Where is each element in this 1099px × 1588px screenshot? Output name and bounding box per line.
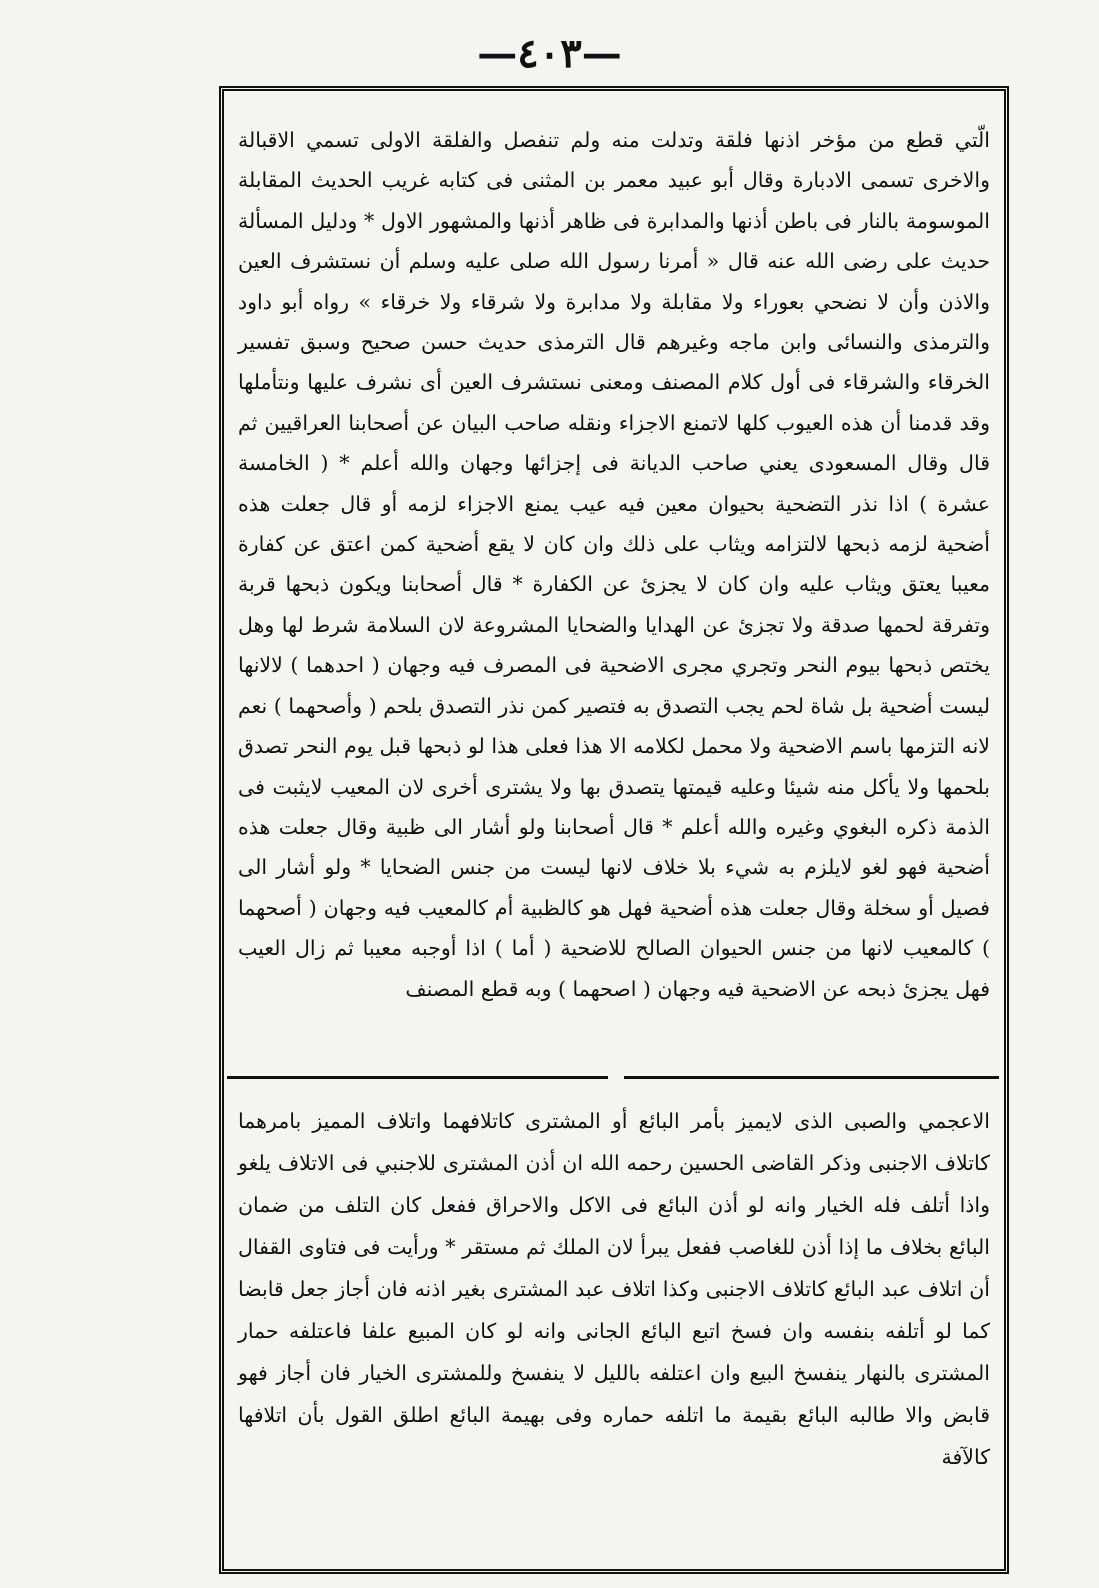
main-text xyxy=(238,120,990,1009)
footnote-paragraph: الاعجمي والصبى الذى لايميز بأمر البائع أو المشترى كاتلافهما واتلاف المميز بامرهما كاتلاف الاجنبى وذكر القاضى الحسين رحمه الله ان أذن المشترى للاجنبي فى الاتلاف يلغو واذا أتلف فله الخيار وانه لو أذن البائع فى الاكل والاحراق ففعل كان التلف من ضمان البائع بخلاف ما إذا أذن للغاصب ففعل يبرأ لان الملك ثم مستقر * ورأيت فى فتاوى القفال أن اتلاف عبد البائع كاتلاف الاجنبى وكذا اتلاف عبد المشترى بغير اذنه فان أجاز جعل قابضا كما لو أتلفه بنفسه وان فسخ اتبع البائع الجانى وانه لو كان المبيع علفا فاعتلفه حمار المشترى بالنهار ينفسخ البيع وان اعتلفه بالليل لا ينفسخ وللمشترى الخيار فان أجاز فهو قابض والا طالبه البائع بقيمة ما اتلفه حماره وفى بهيمة البائع اطلق القول بأن اتلافها كالآفة xyxy=(238,1109,990,1469)
footnote-divider-left xyxy=(624,1076,999,1079)
main-paragraph: الّتي قطع من مؤخر اذنها فلقة وتدلت منه ولم تنفصل والفلقة الاولى تسمي الاقبالة والاخرى تسمى الادبارة وقال أبو عبيد معمر بن المثنى فى كتابه غريب الحديث المقابلة الموسومة بالنار فى باطن أذنها والمدابرة فى ظاهر أذنها والمشهور الاول * ودليل المسألة حديث على رضى الله عنه قال « أمرنا رسول الله صلى عليه وسلم أن نستشرف العين والاذن وأن لا نضحي بعوراء ولا مقابلة ولا مدابرة ولا شرقاء ولا خرقاء » رواه أبو داود والترمذى والنسائى وابن ماجه وغيرهم قال الترمذى حديث حسن صحيح وسبق تفسير الخرقاء والشرقاء فى أول كلام المصنف ومعنى نستشرف العين أى نشرف عليها ونتأملها وقد قدمنا أن هذه العيوب كلها لاتمنع الاجزاء ونقله صاحب البيان عن أصحابنا العراقيين ثم قال وقال المسعودى يعني صاحب الديانة فى إجزائها وجهان والله أعلم * ( الخامسة عشرة ) اذا نذر التضحية بحيوان معين فيه عيب يمنع الاجزاء لزمه أو قال جعلت هذه أضحية لزمه ذبحها لالتزامه ويثاب على ذلك وان كان لا يقع أضحية كمن اعتق عن كفارة معيبا يعتق ويثاب عليه وان كان لا يجزئ عن الكفارة * قال أصحابنا ويكون ذبحها قربة وتفرقة لحمها صدقة ولا تجزئ عن الهدايا والضحايا المشروعة لان السلامة شرط لها وهل يختص ذبحها بيوم النحر وتجري مجرى الاضحية فى المصرف فيه وجهان ( احدهما ) لالانها ليست أضحية بل شاة لحم يجب التصدق به فتصير كمن نذر التصدق بلحم ( وأصحهما ) نعم لانه التزمها باسم الاضحية ولا محمل لكلامه الا هذا فعلى هذا لو ذبحها قبل يوم النحر تصدق بلحمها ولا يأكل منه شيئا وعليه قيمتها يتصدق بها ولا يشترى أخرى لان المعيب لايثبت فى الذمة ذكره البغوي وغيره والله أعلم * قال أصحابنا ولو أشار الى ظبية وقال جعلت هذه أضحية فهو لغو لايلزم به شيء بلا خلاف لانها ليست من جنس الضحايا * ولو أشار الى فصيل أو سخلة وقال جعلت هذه أضحية فهل هو كالظبية أم كالمعيب فيه وجهان ( أصحهما ) كالمعيب لانها من جنس الحيوان الصالح للاضحية ( أما ) اذا أوجبه معيبا ثم زال العيب فهل يجزئ ذبحه عن الاضحية فيه وجهان ( اصحهما ) وبه قطع المصنف xyxy=(238,128,990,1001)
footnote-text xyxy=(238,1100,990,1478)
footnote-divider-right xyxy=(227,1076,608,1079)
page-number: —٤٠٣— xyxy=(477,30,622,77)
